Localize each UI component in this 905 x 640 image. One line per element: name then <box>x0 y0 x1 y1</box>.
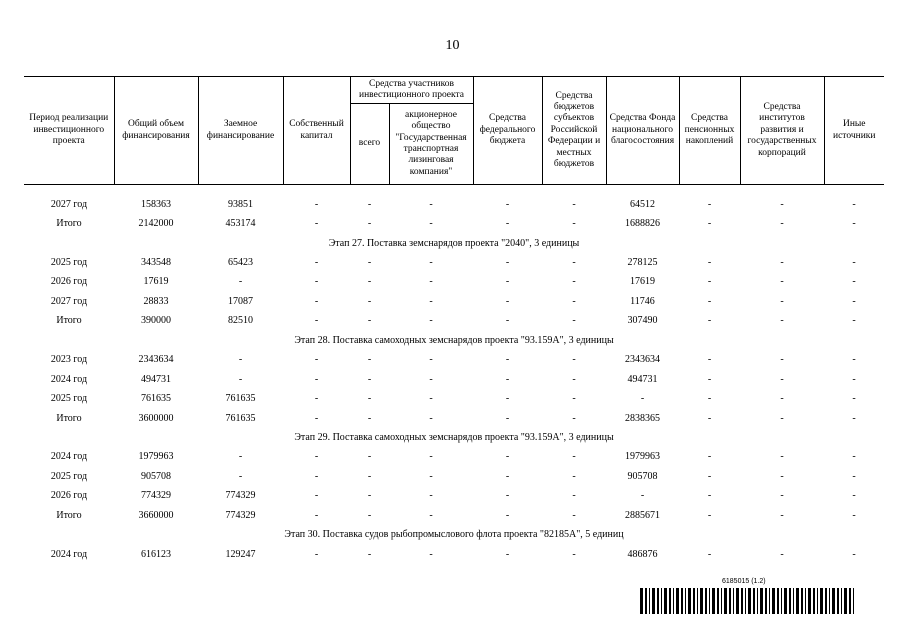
table-cell: 2024 год <box>50 548 88 560</box>
table-cell: - <box>505 218 510 230</box>
table-cell: - <box>852 509 856 521</box>
table-cell: - <box>367 509 372 521</box>
table-cell: 307490 <box>627 315 658 327</box>
table-cell: - <box>367 373 372 385</box>
table-cell: - <box>572 315 576 327</box>
table-cell: - <box>707 412 712 424</box>
table-cell: 278125 <box>627 257 658 269</box>
table-cell: - <box>707 509 712 521</box>
table-cell: - <box>367 548 372 560</box>
table-cell: 2024 год <box>50 373 88 385</box>
table-cell: - <box>314 198 319 210</box>
table-cell: 2023 год <box>50 354 88 366</box>
table-cell: - <box>314 373 319 385</box>
table-cell: - <box>367 198 372 210</box>
table-cell: - <box>429 198 433 210</box>
table-row <box>24 195 884 214</box>
table-cell: - <box>572 548 576 560</box>
table-cell: - <box>707 548 712 560</box>
table-cell: 2027 год <box>50 295 88 307</box>
table-row <box>24 389 884 408</box>
table-cell: - <box>505 373 510 385</box>
table-cell: - <box>505 295 510 307</box>
table-cell: - <box>707 451 712 463</box>
table-row <box>24 214 884 233</box>
table-cell: - <box>780 393 784 405</box>
table-cell: - <box>780 412 784 424</box>
table-cell: - <box>780 198 784 210</box>
table-cell: - <box>780 257 784 269</box>
table-cell: - <box>707 276 712 288</box>
table-cell: - <box>852 295 856 307</box>
table-cell: 494731 <box>627 373 658 385</box>
table-cell: 343548 <box>141 257 171 269</box>
header-total: Общий объем финансирования <box>114 77 198 185</box>
table-cell: - <box>429 354 433 366</box>
header-pension: Средства пенсионных накоплений <box>679 77 740 185</box>
table-cell: - <box>429 373 433 385</box>
header-regional: Средства бюджетов субъектов Российской Федерации и местных бюджетов <box>542 77 606 185</box>
table-row <box>24 409 884 428</box>
table-cell: 17087 <box>228 295 253 307</box>
table-cell: - <box>852 548 856 560</box>
table-cell: 774329 <box>225 509 256 521</box>
header-institutes: Средства институтов развития и государственных корпораций <box>740 77 824 185</box>
table-cell: - <box>852 490 856 502</box>
table-cell: - <box>367 451 372 463</box>
table-cell: - <box>852 315 856 327</box>
table-row <box>24 448 884 467</box>
table-cell: - <box>314 451 319 463</box>
table-cell: 17619 <box>630 276 655 288</box>
table-cell: - <box>780 354 784 366</box>
table-cell: 2025 год <box>50 257 88 269</box>
table-cell: - <box>780 315 784 327</box>
table-cell: - <box>707 198 712 210</box>
table-cell: - <box>780 509 784 521</box>
table-cell: 2025 год <box>50 470 88 482</box>
stage-title: Этап 30. Поставка судов рыбопромыслового флота проекта "82185А", 5 единиц <box>284 529 624 541</box>
stage-title: Этап 28. Поставка самоходных земснарядов проекта "93.159А", 3 единицы <box>294 334 614 346</box>
header-period: Период реализации инвестиционного проекта <box>24 77 114 185</box>
table-cell: 905708 <box>141 470 171 482</box>
table-cell: 761635 <box>225 393 256 405</box>
table-cell: 2026 год <box>50 490 88 502</box>
table-cell: - <box>314 412 319 424</box>
header-other: Иные источники <box>824 77 884 185</box>
table-cell: - <box>780 276 784 288</box>
table-cell: 82510 <box>228 315 253 327</box>
table-row <box>24 253 884 272</box>
table-cell: - <box>707 470 712 482</box>
table-cell: 11746 <box>630 295 655 307</box>
table-cell: - <box>780 295 784 307</box>
table-cell: 64512 <box>630 198 655 210</box>
stage-title-row <box>24 428 884 447</box>
table-cell: - <box>238 276 243 288</box>
table-cell: - <box>314 509 319 521</box>
table-cell: - <box>429 276 433 288</box>
table-cell: - <box>572 198 576 210</box>
table-cell: - <box>505 315 510 327</box>
table-cell: - <box>780 548 784 560</box>
table-row <box>24 506 884 525</box>
table-cell: - <box>505 451 510 463</box>
table-cell: - <box>640 490 645 502</box>
table-cell: - <box>238 373 243 385</box>
table-cell: - <box>505 198 510 210</box>
table-cell: - <box>505 354 510 366</box>
table-cell: - <box>314 218 319 230</box>
table-cell: - <box>707 315 712 327</box>
table-cell: - <box>367 295 372 307</box>
table-row <box>24 370 884 389</box>
table-cell: - <box>852 276 856 288</box>
table-cell: - <box>572 276 576 288</box>
table-cell: - <box>314 315 319 327</box>
table-cell: - <box>707 373 712 385</box>
table-cell: 2024 год <box>50 451 88 463</box>
table-body <box>24 185 884 565</box>
table-cell: - <box>572 451 576 463</box>
table-cell: - <box>429 315 433 327</box>
table-cell: 494731 <box>141 373 171 385</box>
header-participants-total: всего <box>350 104 389 185</box>
table-cell: - <box>238 470 243 482</box>
table-cell: - <box>852 373 856 385</box>
header-participants-gtlk: акционерное общество "Государственная транспортная лизинговая компания" <box>389 104 473 185</box>
table-cell: - <box>572 412 576 424</box>
table-cell: 2025 год <box>50 393 88 405</box>
table-cell: - <box>367 470 372 482</box>
table-cell: - <box>367 393 372 405</box>
table-cell: - <box>429 470 433 482</box>
table-cell: Итого <box>56 315 82 327</box>
table-cell: - <box>572 354 576 366</box>
barcode-image <box>640 588 858 614</box>
table-cell: - <box>780 490 784 502</box>
table-cell: - <box>707 393 712 405</box>
table-cell: - <box>852 393 856 405</box>
table-cell: - <box>505 257 510 269</box>
table-row <box>24 467 884 486</box>
stage-title-row <box>24 331 884 350</box>
table-cell: 2142000 <box>138 218 174 230</box>
table-cell: Итого <box>56 509 82 521</box>
header-federal: Средства федерального бюджета <box>473 77 542 185</box>
table-cell: - <box>505 412 510 424</box>
table-cell: 28833 <box>143 295 169 307</box>
table-cell: - <box>314 354 319 366</box>
table-cell: - <box>429 509 433 521</box>
table-cell: 905708 <box>627 470 658 482</box>
table-cell: - <box>429 218 433 230</box>
table-cell: 3660000 <box>138 509 174 521</box>
page-number: 10 <box>445 38 460 53</box>
table-cell: Итого <box>56 218 82 230</box>
table-cell: - <box>238 451 243 463</box>
table-cell: 2343634 <box>625 354 660 366</box>
table-cell: - <box>505 393 510 405</box>
table-cell: Итого <box>56 412 82 424</box>
table-cell: - <box>852 218 856 230</box>
table-cell: - <box>572 218 576 230</box>
table-cell: - <box>707 354 712 366</box>
table-cell: - <box>505 490 510 502</box>
table-row <box>24 292 884 311</box>
stage-title: Этап 29. Поставка самоходных земснарядов проекта "93.159А", 3 единицы <box>294 431 614 443</box>
table-cell: - <box>572 509 576 521</box>
table-cell: - <box>429 257 433 269</box>
table-row <box>24 487 884 506</box>
table-cell: - <box>505 470 510 482</box>
table-cell: 453174 <box>225 218 256 230</box>
table-cell: - <box>572 373 576 385</box>
table-cell: - <box>367 218 372 230</box>
table-cell: - <box>367 276 372 288</box>
table-cell: 774329 <box>141 490 171 502</box>
table-cell: - <box>367 490 372 502</box>
table-cell: 158363 <box>141 198 171 210</box>
table-cell: 2026 год <box>50 276 88 288</box>
table-cell: - <box>852 354 856 366</box>
table-cell: - <box>852 257 856 269</box>
header-equity: Собственный капитал <box>283 77 350 185</box>
table-cell: - <box>429 412 433 424</box>
table-cell: 129247 <box>225 548 256 560</box>
stage-title-row <box>24 525 884 544</box>
table-cell: - <box>780 373 784 385</box>
table-cell: - <box>640 393 645 405</box>
table-cell: - <box>429 295 433 307</box>
table-cell: 774329 <box>225 490 256 502</box>
table-cell: 761635 <box>141 393 171 405</box>
table-cell: 390000 <box>141 315 171 327</box>
table-cell: - <box>367 257 372 269</box>
header-nwf: Средства Фонда национального благосостояния <box>606 77 679 185</box>
table-cell: - <box>367 315 372 327</box>
table-cell: - <box>852 412 856 424</box>
table-cell: 2838365 <box>625 412 660 424</box>
table-row <box>24 273 884 292</box>
table-cell: - <box>429 548 433 560</box>
table-cell: - <box>429 490 433 502</box>
table-cell: - <box>314 470 319 482</box>
table-cell: - <box>314 295 319 307</box>
table-cell: - <box>314 257 319 269</box>
barcode-number: 6185015 (1.2) <box>722 578 766 585</box>
table-cell: - <box>238 354 243 366</box>
table-cell: - <box>314 490 319 502</box>
table-cell: - <box>572 295 576 307</box>
table-cell: 486876 <box>627 548 658 560</box>
table-cell: - <box>572 490 576 502</box>
table-row <box>24 312 884 331</box>
header-participants: Средства участников инвестиционного проекта <box>350 77 473 104</box>
table-cell: 3600000 <box>138 412 174 424</box>
table-cell: - <box>852 451 856 463</box>
table-cell: - <box>707 295 712 307</box>
table-cell: - <box>505 548 510 560</box>
table-cell: 616123 <box>141 548 171 560</box>
table-cell: - <box>707 257 712 269</box>
table-cell: - <box>852 470 856 482</box>
table-cell: - <box>572 393 576 405</box>
table-cell: 1979963 <box>138 451 174 463</box>
table-row <box>24 545 884 564</box>
table-cell: - <box>314 548 319 560</box>
table-cell: 2343634 <box>138 354 174 366</box>
table-cell: - <box>780 218 784 230</box>
table-cell: - <box>505 509 510 521</box>
table-cell: 93851 <box>228 198 253 210</box>
table-cell: 65423 <box>228 257 253 269</box>
table-cell: 17619 <box>143 276 169 288</box>
table-cell: 1688826 <box>625 218 660 230</box>
table-cell: 1979963 <box>625 451 660 463</box>
table-cell: - <box>367 412 372 424</box>
table-cell: - <box>780 451 784 463</box>
table-row <box>24 351 884 370</box>
table-cell: - <box>707 490 712 502</box>
table-cell: - <box>852 198 856 210</box>
table-cell: - <box>429 393 433 405</box>
table-cell: - <box>780 470 784 482</box>
table-cell: - <box>314 276 319 288</box>
table-cell: - <box>505 276 510 288</box>
table-cell: - <box>572 470 576 482</box>
stage-title-row <box>24 234 884 253</box>
table-cell: 2027 год <box>50 198 88 210</box>
table-cell: - <box>572 257 576 269</box>
table-cell: - <box>707 218 712 230</box>
table-cell: - <box>429 451 433 463</box>
table-cell: - <box>314 393 319 405</box>
stage-title: Этап 27. Поставка земснарядов проекта "2040", 3 единицы <box>328 237 580 249</box>
table-cell: 2885671 <box>625 509 660 521</box>
table-cell: - <box>367 354 372 366</box>
financing-table <box>24 76 884 564</box>
header-loan: Заемное финансирование <box>198 77 283 185</box>
table-cell: 761635 <box>225 412 256 424</box>
